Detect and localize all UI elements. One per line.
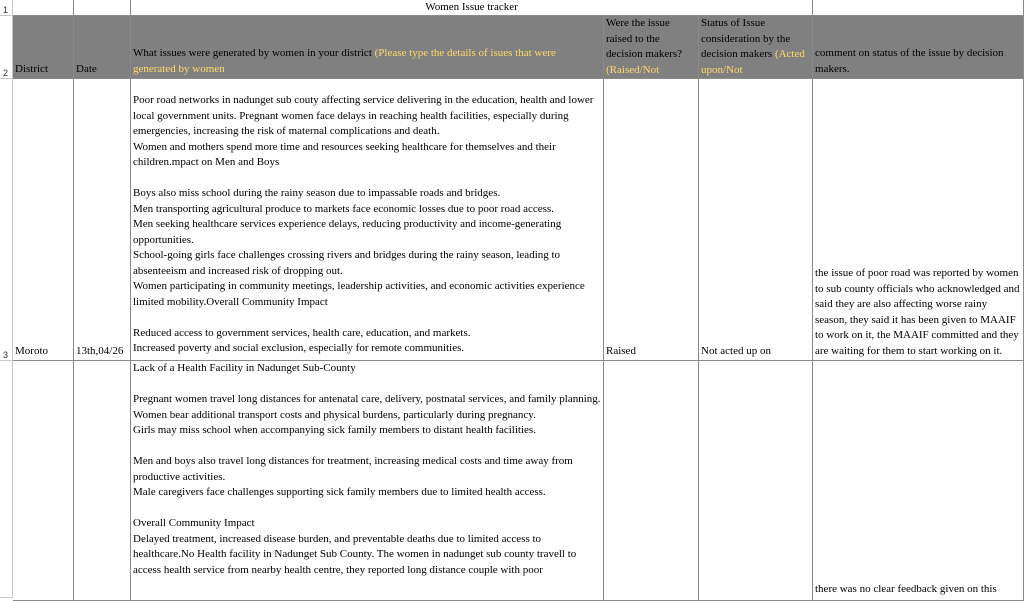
- header-issues[interactable]: What issues were generated by women in your district (Please type the details of isues that were generated by women: [131, 16, 604, 79]
- row-number-2[interactable]: 2: [0, 16, 13, 79]
- header-status[interactable]: Status of Issue consideration by the decision makers (Acted upon/Not: [699, 16, 813, 79]
- cell-comment[interactable]: the issue of poor road was reported by women to sub county officials who acknowledged and said they are also affecting worse rainy season, they said it has been given to MAAIF to work on it, the MAAIF committed and they are waiting for them to start working on it.: [813, 79, 1024, 361]
- header-raised-hint: (Raised/Not: [606, 63, 660, 76]
- header-date[interactable]: Date: [74, 16, 131, 79]
- cell-district[interactable]: Moroto: [13, 79, 74, 361]
- header-issues-hint: (Please type the details of isues that were generated by women: [133, 47, 556, 75]
- row-number-1[interactable]: 1: [0, 0, 13, 16]
- row-number-4[interactable]: [0, 361, 13, 598]
- header-comment[interactable]: comment on status of the issue by decision makers.: [813, 16, 1024, 79]
- cell-date-2[interactable]: [74, 361, 131, 601]
- cell-a1[interactable]: [13, 0, 74, 16]
- cell-date[interactable]: 13th,04/26: [74, 79, 131, 361]
- cell-f1[interactable]: [813, 0, 1024, 16]
- cell-raised[interactable]: Raised: [604, 79, 699, 361]
- header-raised[interactable]: Were the issue raised to the decision makers? (Raised/Not: [604, 16, 699, 79]
- cell-status[interactable]: Not acted up on: [699, 79, 813, 361]
- row-number-3[interactable]: 3: [0, 79, 13, 361]
- cell-issues[interactable]: Poor road networks in nadunget sub couty affecting service delivering in the education, health and lower local government units. Pregnant women face delays in reaching health facilities, especially during emergencies, increasing the risk of maternal complications and death. Women and mothers spend more time and resources seeking healthcare for themselves and their children.mpact on Men and Boys Boys also miss school during the rainy season due to impassable roads and bridges. Men transporting agricultural produce to markets face economic losses due to poor road access. Men seeking healthcare services experience delays, reducing productivity and income-generating opportunities. School-going girls face challenges crossing rivers and bridges during the rainy season, leading to absenteeism and increased risk of dropping out. Women participating in community meetings, leadership activities, and economic activities experience limited mobility.Overall Community Impact Reduced access to government services, health care, education, and markets. Increased poverty and social exclusion, especially for remote communities.: [131, 79, 604, 361]
- cell-comment-2[interactable]: there was no clear feedback given on this: [813, 361, 1024, 601]
- cell-raised-2[interactable]: [604, 361, 699, 601]
- cell-issues-2[interactable]: Lack of a Health Facility in Nadunget Sub-County Pregnant women travel long distances for antenatal care, delivery, postnatal services, and family planning. Women bear additional transport costs and physical burdens, particularly during pregnancy. Girls may miss school when accompanying sick family members to distant health facilities. Men and boys also travel long distances for treatment, increasing medical costs and time away from productive activities. Male caregivers face challenges supporting sick family members due to limited health access. Overall Community Impact Delayed treatment, increased disease burden, and preventable deaths due to limited access to healthcare.No Health facility in Nadunget Sub County. The women in nadunget sub county travell to access health service from nearby health centre, they reported long distance couple with poor: [131, 361, 604, 601]
- header-status-hint: (Acted upon/Not: [701, 48, 805, 76]
- cell-status-2[interactable]: [699, 361, 813, 601]
- header-district[interactable]: District: [13, 16, 74, 79]
- cell-b1[interactable]: [74, 0, 131, 16]
- cell-district-2[interactable]: [13, 361, 74, 601]
- sheet-title[interactable]: Women Issue tracker: [131, 0, 813, 16]
